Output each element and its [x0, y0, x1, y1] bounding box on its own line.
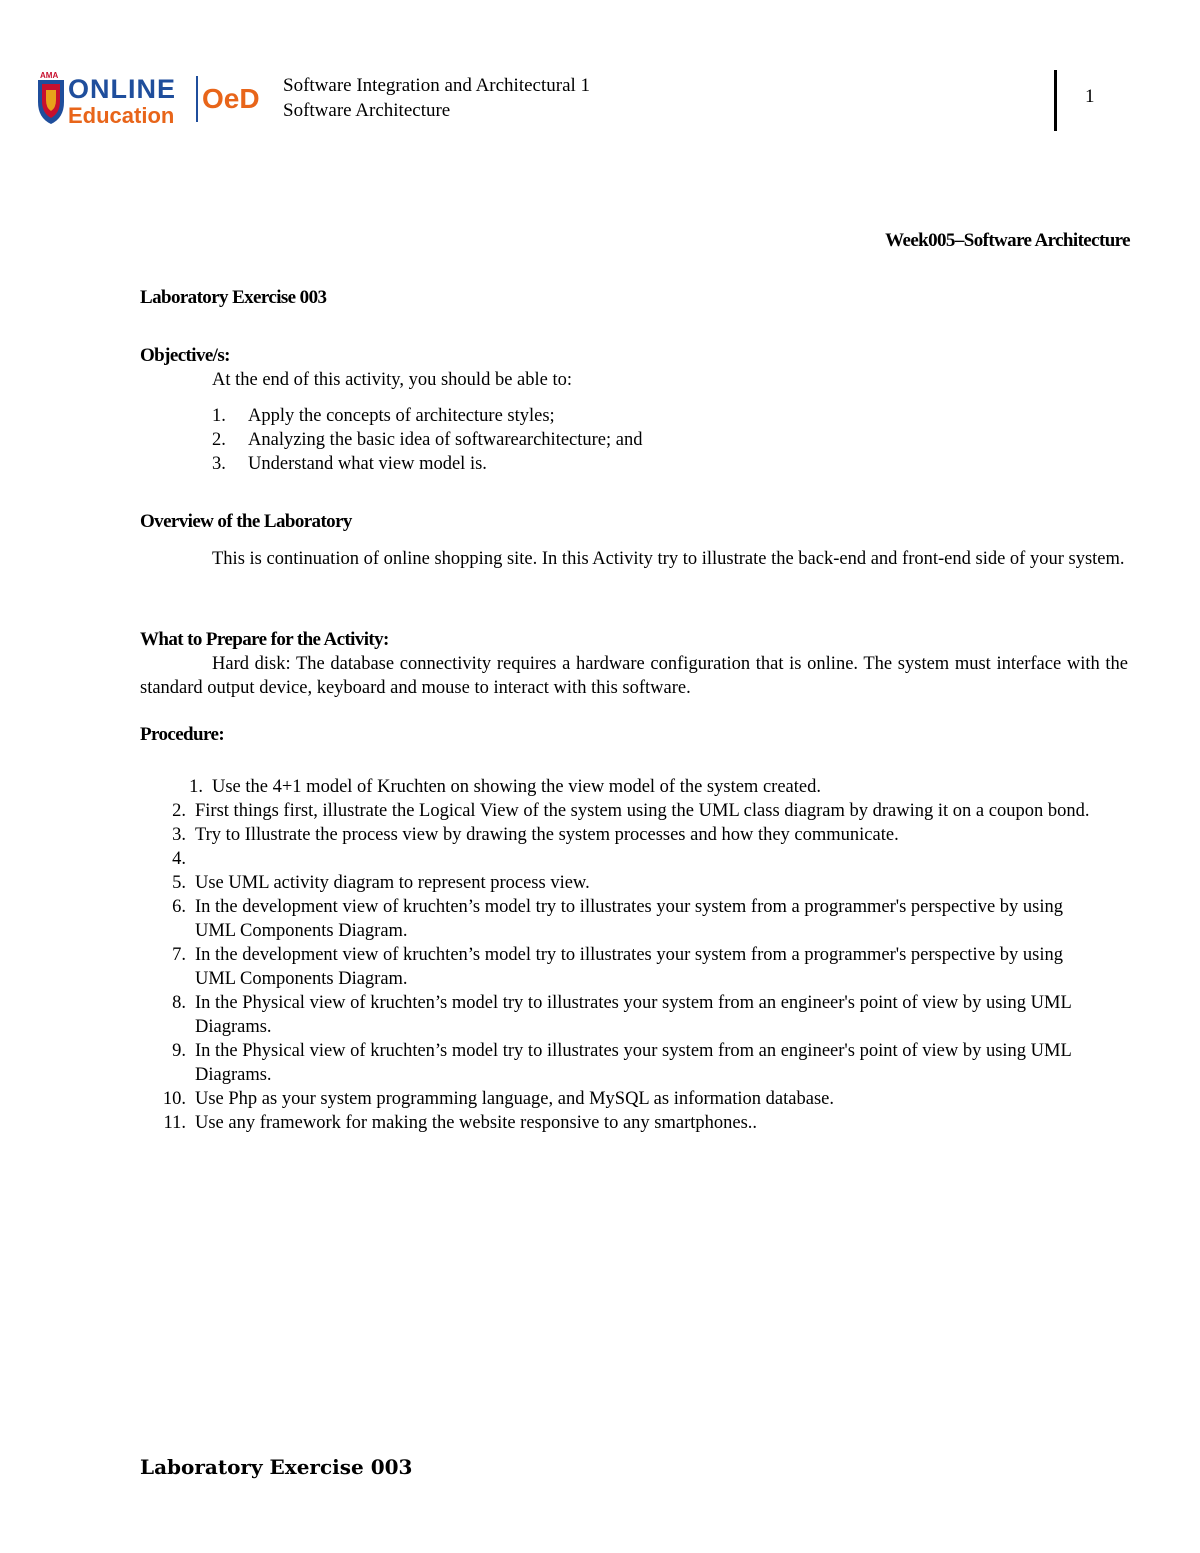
- week-title: Week005–Software Architecture: [885, 230, 1130, 251]
- prepare-text: Hard disk: The database connectivity requires a hardware configuration that is online. The system must interface with the standard output device, keyboard and mouse to interact with this software.: [140, 654, 1128, 698]
- item-text: Use the 4+1 model of Kruchten on showing the view model of the system created.: [212, 777, 821, 797]
- list-item: [160, 847, 1095, 871]
- course-title: Software Integration and Architectural 1: [283, 75, 591, 96]
- logo-graphic: [34, 70, 274, 128]
- objectives-heading: Objective/s:: [140, 345, 230, 366]
- page-number: 1: [1085, 86, 1095, 107]
- logo-oed-text: OeD: [202, 83, 260, 114]
- list-item: [212, 428, 643, 452]
- subject-title: Software Architecture: [283, 100, 451, 121]
- item-number: 10.: [162, 1089, 186, 1109]
- header-course-info: [283, 73, 590, 123]
- list-item: [160, 823, 1095, 847]
- list-item: [160, 943, 1095, 991]
- list-item: [160, 1087, 1095, 1111]
- item-text: In the Physical view of kruchten’s model try to illustrates your system from an engineer's point of view by using UML Diagrams.: [195, 993, 1072, 1037]
- header-divider: [1054, 70, 1057, 131]
- procedure-list: [160, 775, 1095, 1135]
- item-text: Apply the concepts of architecture styles;: [248, 406, 555, 426]
- list-item: [160, 871, 1095, 895]
- list-item: [160, 895, 1095, 943]
- item-number: 8.: [172, 993, 186, 1013]
- list-item: [160, 1039, 1095, 1087]
- item-number: 3.: [212, 454, 226, 474]
- logo-education-text: Education: [68, 103, 175, 128]
- item-text: In the development view of kruchten’s model try to illustrates your system from a programmer's perspective by using UML Components Diagram.: [195, 945, 1064, 989]
- item-number: 1.: [212, 406, 226, 426]
- item-text: Try to Illustrate the process view by drawing the system processes and how they communicate.: [195, 825, 899, 845]
- list-item: [212, 404, 643, 428]
- procedure-heading: Procedure:: [140, 724, 225, 745]
- list-item: [160, 775, 1095, 799]
- prepare-heading: What to Prepare for the Activity:: [140, 629, 389, 650]
- overview-text: This is continuation of online shopping site. In this Activity try to illustrate the back-end and front-end side of your system.: [212, 549, 1125, 569]
- list-item: [160, 991, 1095, 1039]
- item-number: 9.: [172, 1041, 186, 1061]
- list-item: [160, 799, 1095, 823]
- overview-heading: Overview of the Laboratory: [140, 511, 352, 532]
- item-number: 1.: [189, 777, 203, 797]
- crest-icon: [38, 80, 64, 124]
- item-number: 2.: [172, 801, 186, 821]
- lab-title: Laboratory Exercise 003: [140, 287, 327, 308]
- objectives-intro: At the end of this activity, you should be able to:: [212, 370, 573, 390]
- item-number: 4.: [172, 849, 186, 869]
- item-number: 7.: [172, 945, 186, 965]
- item-text: Analyzing the basic idea of softwarearchitecture; and: [248, 430, 643, 450]
- item-number: 3.: [172, 825, 186, 845]
- item-text: Use UML activity diagram to represent process view.: [195, 873, 590, 893]
- list-item: [160, 1111, 1095, 1135]
- item-number: 6.: [172, 897, 186, 917]
- item-number: 2.: [212, 430, 226, 450]
- objectives-list: [212, 404, 643, 476]
- item-text: Understand what view model is.: [248, 454, 487, 474]
- logo-online-text: ONLINE: [68, 74, 177, 104]
- item-text: Use any framework for making the website responsive to any smartphones..: [195, 1113, 758, 1133]
- item-text: In the development view of kruchten’s model try to illustrates your system from a programmer's perspective by using UML Components Diagram.: [195, 897, 1064, 941]
- item-number: 11.: [163, 1113, 186, 1133]
- item-text: Use Php as your system programming language, and MySQL as information database.: [195, 1089, 834, 1109]
- logo-crest-text: AMA: [40, 71, 59, 80]
- page-footer: Laboratory Exercise 003: [140, 1455, 413, 1479]
- item-text: First things first, illustrate the Logical View of the system using the UML class diagram by drawing it on a coupon bond.: [195, 801, 1090, 821]
- item-text: In the Physical view of kruchten’s model try to illustrates your system from an engineer's point of view by using UML Diagrams.: [195, 1041, 1072, 1085]
- item-number: 5.: [172, 873, 186, 893]
- online-education-logo: [34, 70, 274, 128]
- list-item: [212, 452, 643, 476]
